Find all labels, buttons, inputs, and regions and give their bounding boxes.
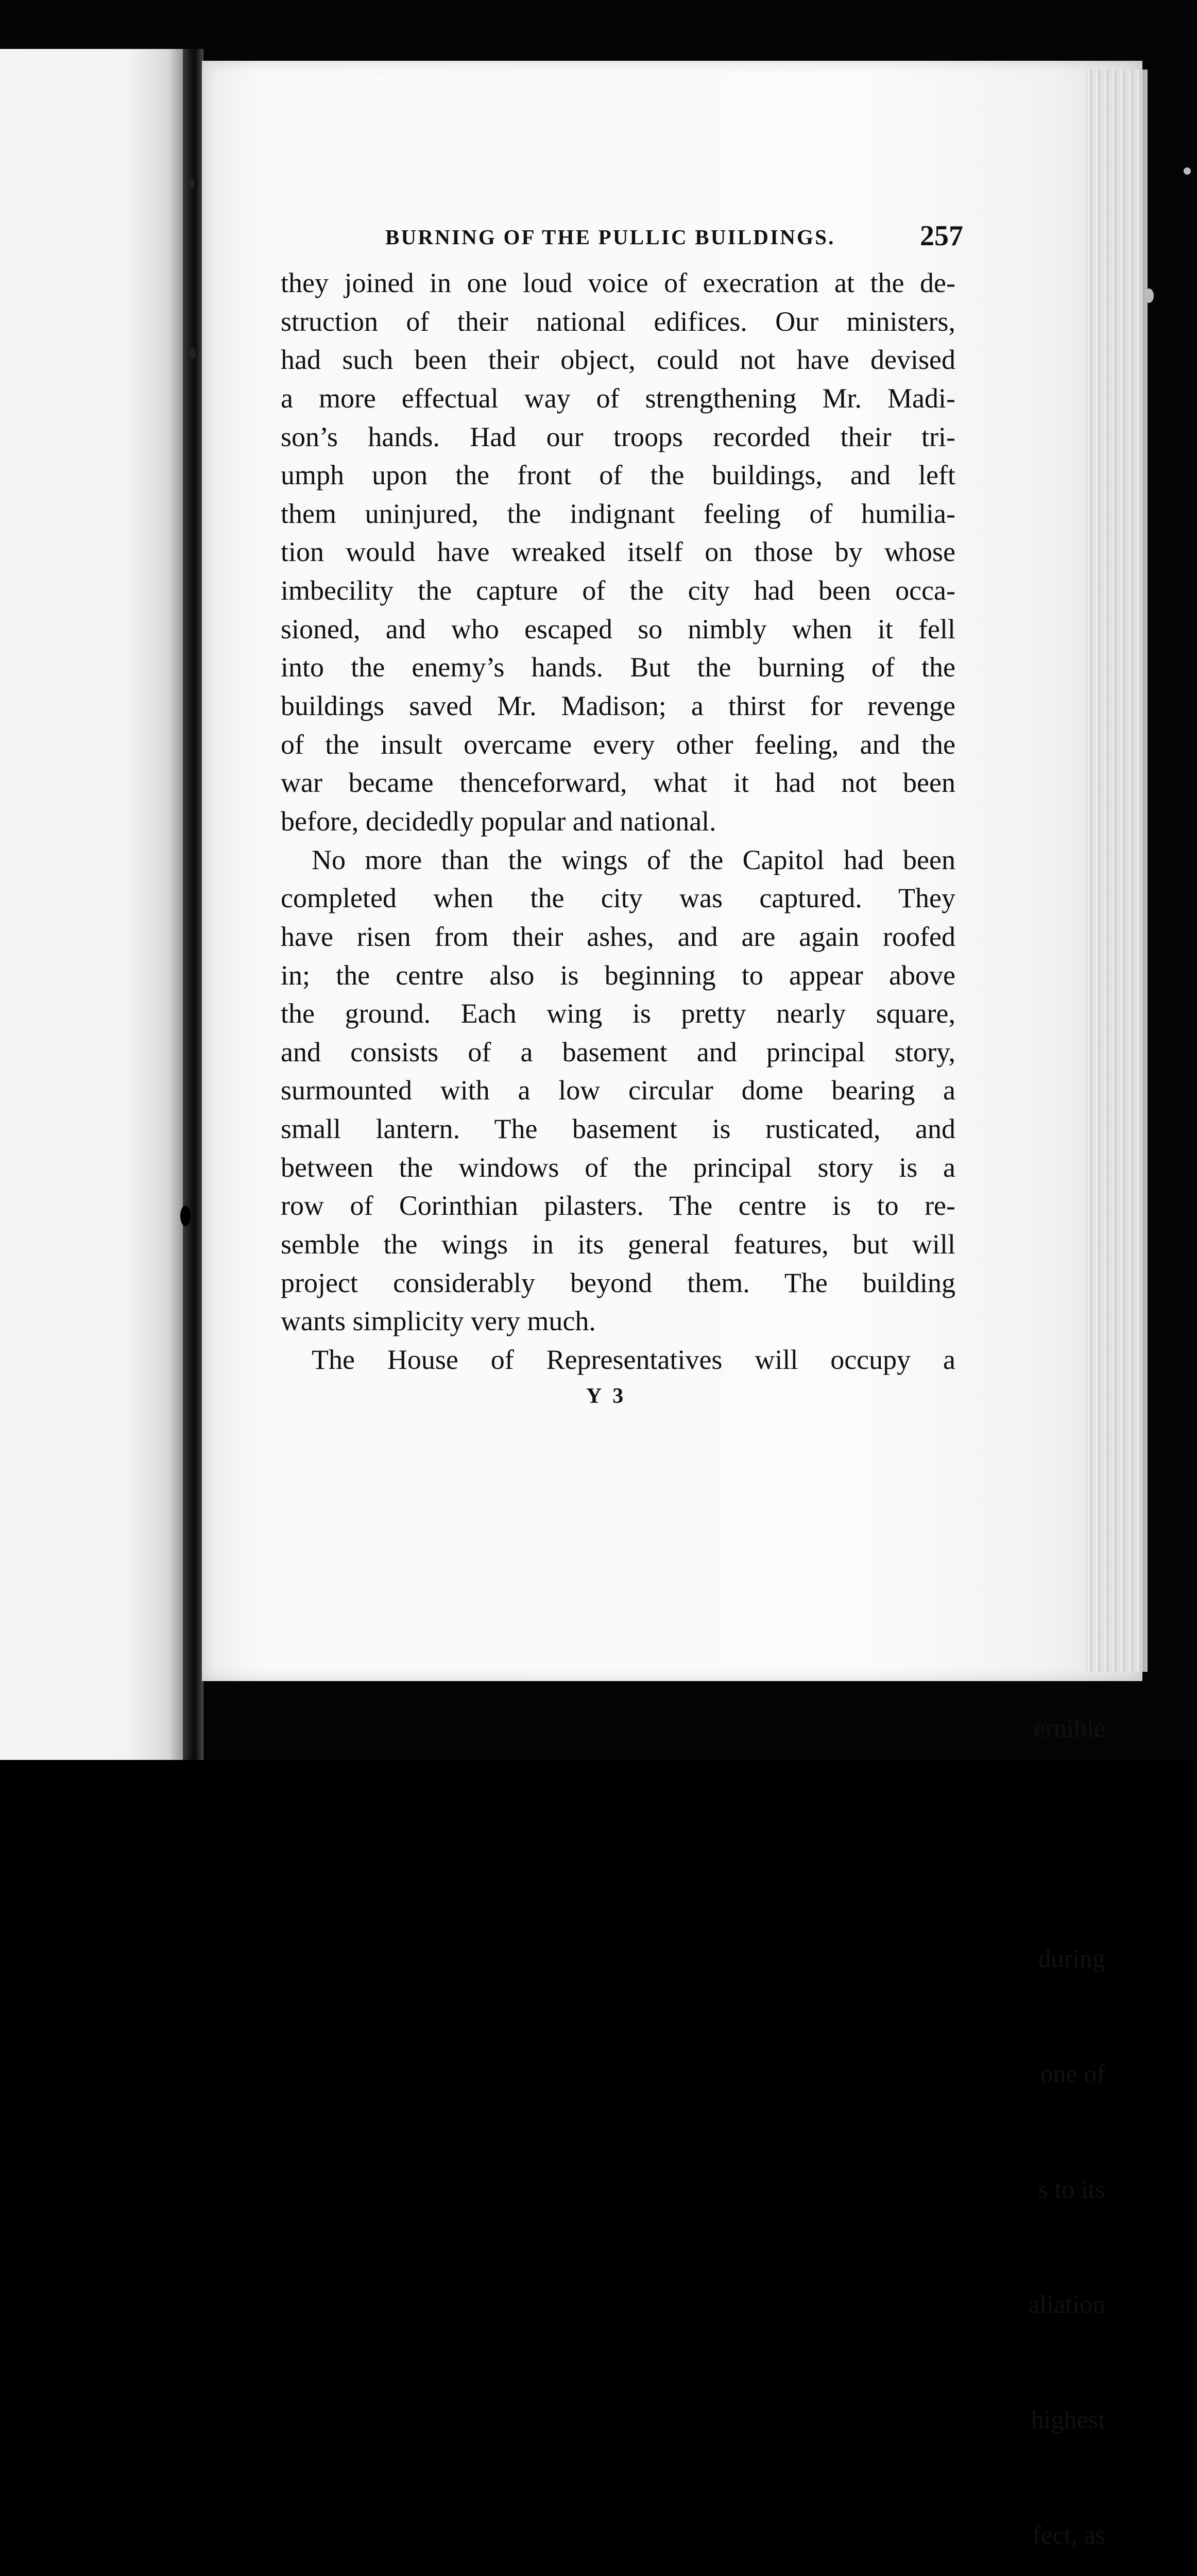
text-line: row of Corinthian pilasters. The centre is to re- [281,1190,955,1222]
text-line: The House of Representatives will occupy a [312,1344,955,1375]
page-number: 257 [920,220,963,252]
text-line: war became thenceforward, what it had not been [281,767,955,799]
text-line: sioned, and who escaped so nimbly when it fell [281,613,955,645]
left-line: ernible [1034,1713,1105,1742]
left-line [899,1824,1105,1862]
left-line: highest [1031,2405,1105,2434]
text-line: wants simplicity very much. [281,1306,596,1337]
text-line: small lantern. The basement is rusticated, and [281,1113,955,1145]
running-head [381,222,963,258]
book-gutter [183,49,203,1760]
page-edges [1086,70,1148,1672]
text-line: project considerably beyond them. The building [281,1267,955,1298]
text-line: them uninjured, the indignant feeling of humilia- [281,498,955,529]
left-line: one of [1040,2059,1105,2088]
text-line: in; the centre also is beginning to appear above [281,959,955,991]
text-line: umph upon the front of the buildings, and left [281,460,955,491]
signature-mark: Y 3 [586,1384,627,1408]
text-line: had such been their object, could not have devised [281,344,955,376]
text-line: completed when the city was captured. They [281,883,955,914]
left-line: aliation [1028,2290,1105,2319]
text-line: imbecility the capture of the city had been occa- [281,575,955,606]
text-line: between the windows of the principal story is a [281,1151,955,1183]
text-line: tion would have wreaked itself on those by whose [281,536,955,568]
text-line: surmounted with a low circular dome bearing a [281,1075,955,1106]
ink-speck [1184,167,1191,175]
left-line: fect, as [1032,2520,1105,2550]
page-body-text [281,264,955,1379]
text-line: semble the wings in its general features, but will [281,1229,955,1260]
text-line: buildings saved Mr. Madison; a thirst for revenge [281,690,955,722]
ink-speck [190,348,196,359]
text-line: have risen from their ashes, and are again roofed [281,921,955,952]
text-line: and consists of a basement and principal story, [281,1036,955,1067]
text-line: into the enemy’s hands. But the burning of the [281,652,955,683]
running-head-title: BURNING OF THE PULLIC BUILDINGS. [385,225,835,249]
text-line: they joined in one loud voice of execration at the de- [281,267,955,298]
text-line: struction of their national edifices. Our ministers, [281,306,955,337]
ink-speck [1144,289,1154,303]
text-line: the ground. Each wing is pretty nearly square, [281,998,955,1029]
left-line: s to its [1038,2174,1105,2204]
text-line: of the insult overcame every other feeling, and the [281,728,955,760]
text-line: No more than the wings of the Capitol had been [312,844,955,875]
facing-left-page [0,49,183,1760]
text-line: son’s hands. Had our troops recorded their tri- [281,421,955,452]
ink-speck [180,1206,191,1226]
text-line: before, decidedly popular and national. [281,805,716,837]
left-line: during [1038,1944,1105,1973]
text-line: a more effectual way of strengthening Mr. Madi- [281,382,955,414]
ink-speck [189,178,195,189]
